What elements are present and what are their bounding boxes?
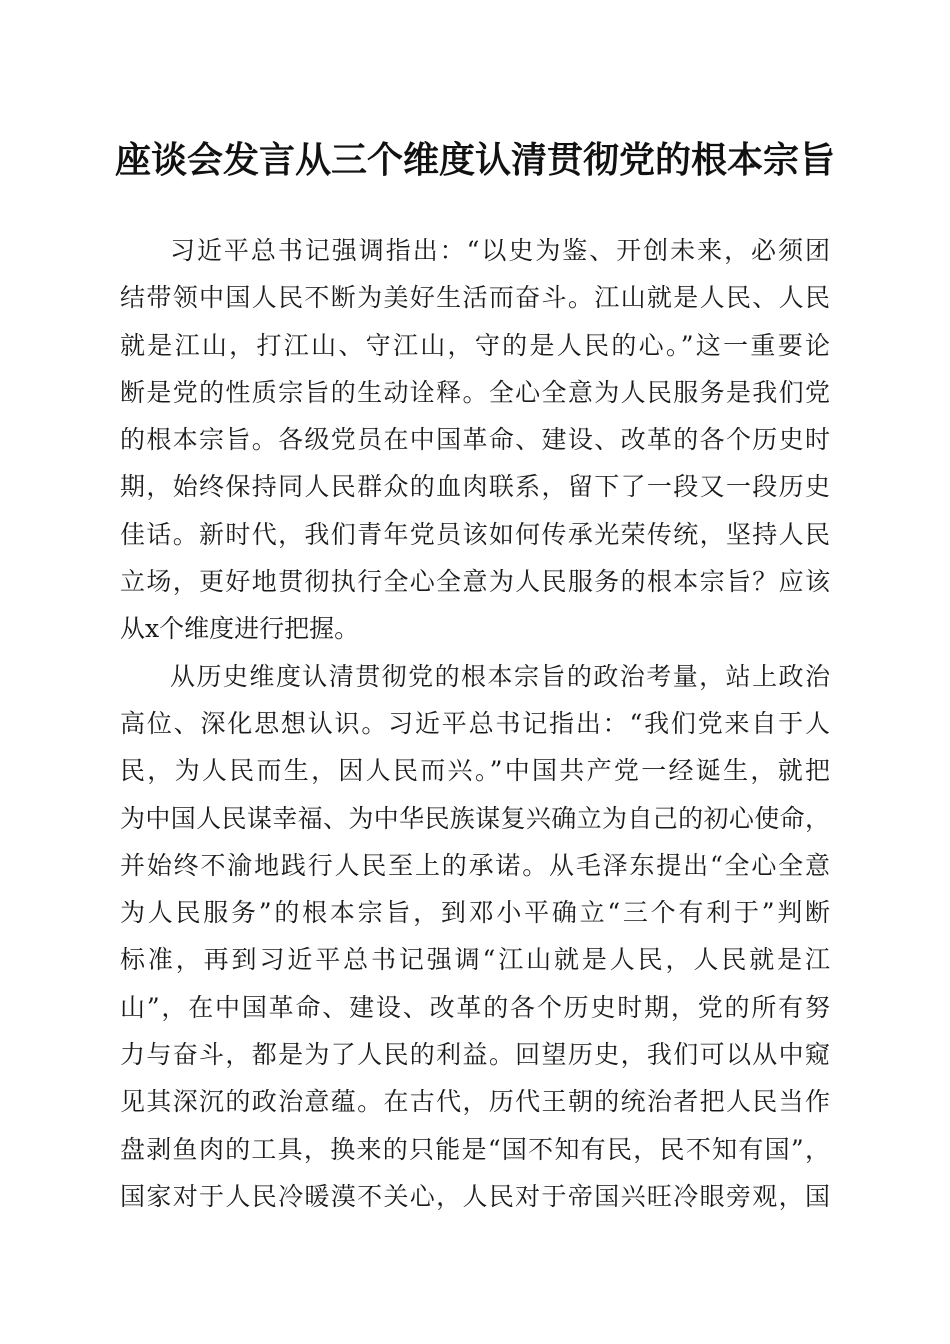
paragraph-line: 从历史维度认清贯彻党的根本宗旨的政治考量，站上政治 [170, 661, 830, 691]
paragraph-line: 并始终不渝地践行人民至上的承诺。从毛泽东提出“全心全意 [120, 850, 830, 880]
document-body [120, 227, 830, 1220]
paragraph-line: 习近平总书记强调指出：“以史为鉴、开创未来，必须团 [170, 236, 830, 265]
paragraph-line: 从x个维度进行把握。 [120, 614, 360, 644]
paragraph-line: 就是江山，打江山、守江山，守的是人民的心。”这一重要论 [120, 330, 830, 360]
paragraph-line: 高位、深化思想认识。习近平总书记指出：“我们党来自于人 [120, 708, 830, 738]
paragraph-line: 国家对于人民冷暖漠不关心，人民对于帝国兴旺冷眼旁观，国 [120, 1181, 830, 1211]
paragraph-line: 为人民服务”的根本宗旨，到邓小平确立“三个有利于”判断 [120, 898, 830, 928]
paragraph-line: 盘剥鱼肉的工具，换来的只能是“国不知有民，民不知有国”， [120, 1134, 830, 1164]
paragraph-line: 的根本宗旨。各级党员在中国革命、建设、改革的各个历史时 [120, 425, 830, 455]
paragraph-line: 期，始终保持同人民群众的血肉联系，留下了一段又一段历史 [120, 472, 830, 502]
paragraph-line: 结带领中国人民不断为美好生活而奋斗。江山就是人民、人民 [120, 283, 830, 313]
paragraph-1 [120, 227, 830, 653]
paragraph-line: 佳话。新时代，我们青年党员该如何传承光荣传统，坚持人民 [120, 519, 830, 549]
paragraph-line: 为中国人民谋幸福、为中华民族谋复兴确立为自己的初心使命， [120, 803, 830, 833]
paragraph-line: 立场，更好地贯彻执行全心全意为人民服务的根本宗旨？应该 [120, 567, 830, 597]
paragraph-line: 力与奋斗，都是为了人民的利益。回望历史，我们可以从中窥 [120, 1040, 830, 1070]
paragraph-line: 标准，再到习近平总书记强调“江山就是人民，人民就是江 [120, 945, 830, 975]
paragraph-line: 民，为人民而生，因人民而兴。”中国共产党一经诞生，就把 [120, 756, 830, 786]
paragraph-line: 断是党的性质宗旨的生动诠释。全心全意为人民服务是我们党 [120, 377, 830, 407]
paragraph-line: 山”，在中国革命、建设、改革的各个历史时期，党的所有努 [120, 992, 830, 1022]
paragraph-line: 见其深沉的政治意蕴。在古代，历代王朝的统治者把人民当作 [120, 1087, 830, 1117]
paragraph-2 [120, 653, 830, 1221]
document-title: 座谈会发言从三个维度认清贯彻党的根本宗旨 [114, 139, 835, 181]
